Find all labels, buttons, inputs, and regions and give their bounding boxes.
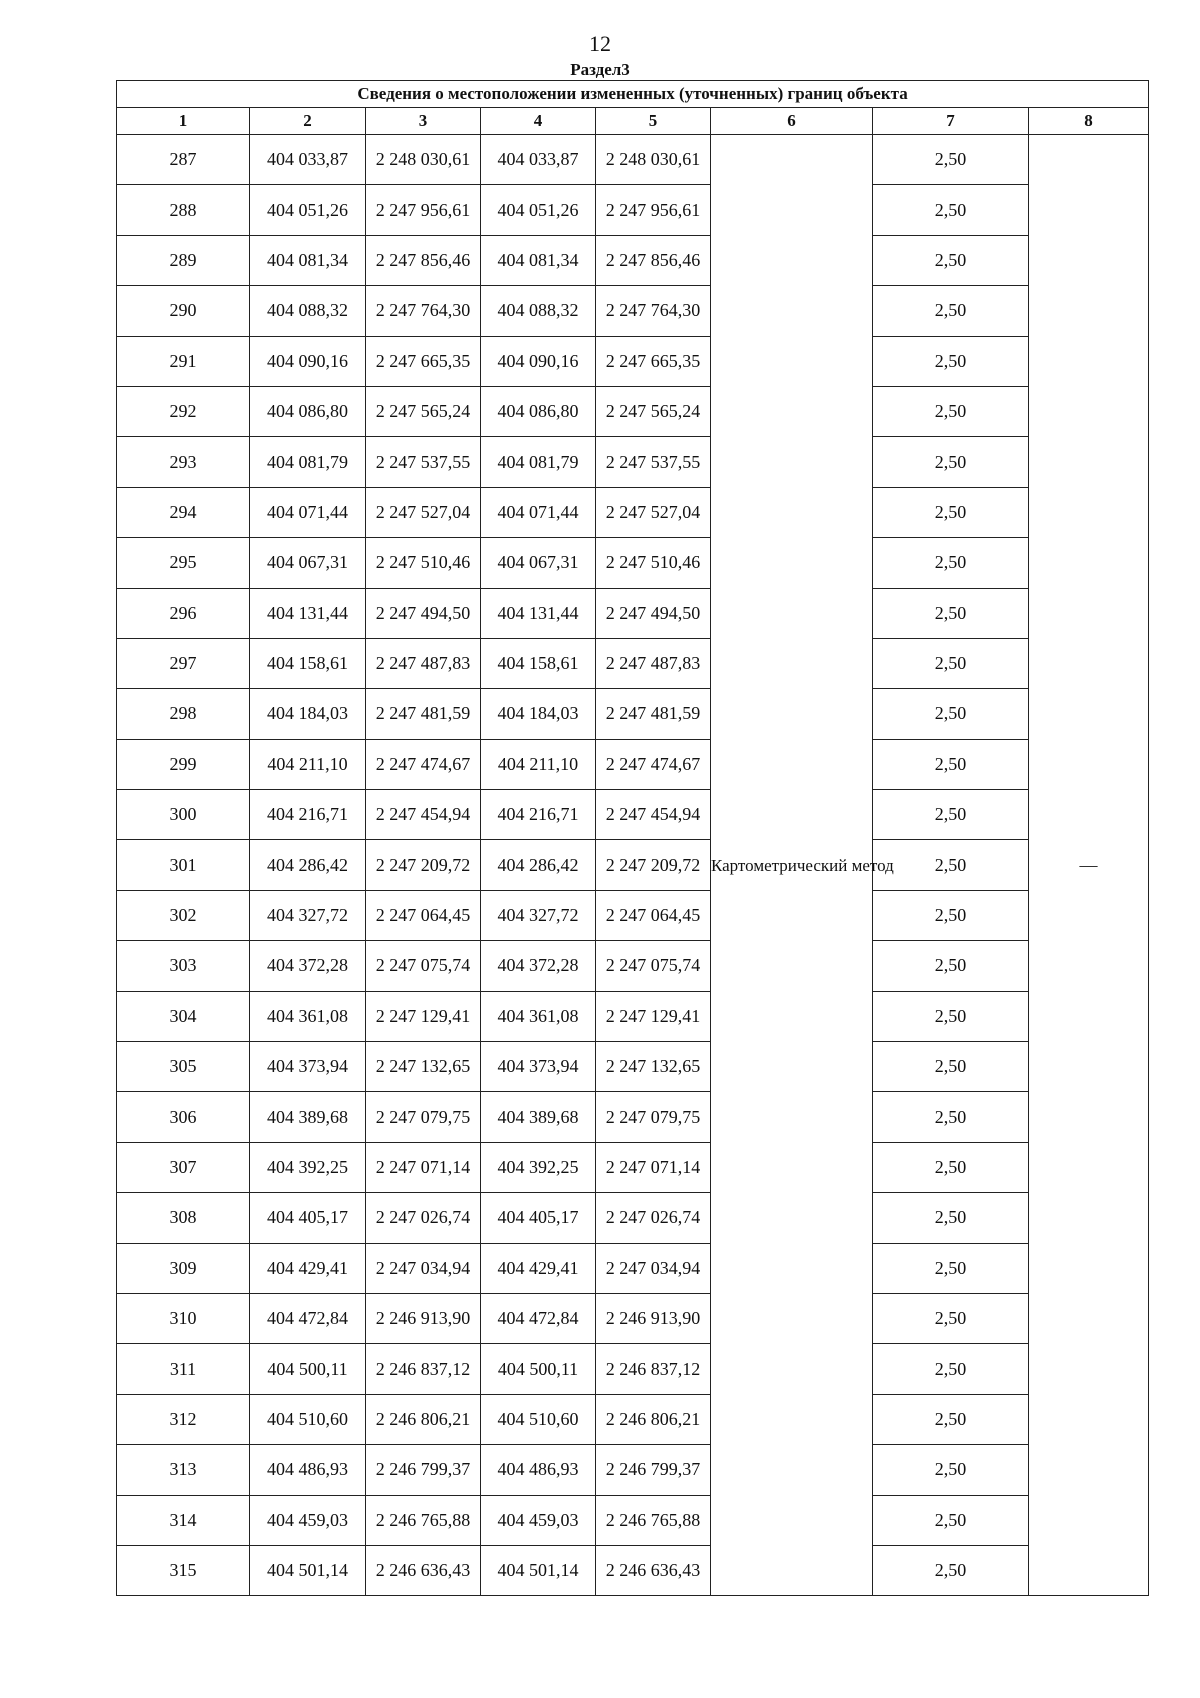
table-row	[117, 790, 1149, 840]
y-existing-cell: 2 247 474,67	[366, 739, 481, 789]
column-header: 6	[711, 108, 873, 135]
x-new-cell: 404 459,03	[481, 1495, 596, 1545]
table-row	[117, 185, 1149, 235]
accuracy-cell: 2,50	[873, 235, 1029, 285]
table-row	[117, 487, 1149, 537]
y-existing-cell: 2 247 565,24	[366, 386, 481, 436]
x-existing-cell: 404 500,11	[250, 1344, 366, 1394]
accuracy-cell: 2,50	[873, 991, 1029, 1041]
x-existing-cell: 404 486,93	[250, 1445, 366, 1495]
y-new-cell: 2 246 806,21	[596, 1394, 711, 1444]
x-new-cell: 404 472,84	[481, 1293, 596, 1343]
table-row	[117, 286, 1149, 336]
x-new-cell: 404 429,41	[481, 1243, 596, 1293]
x-new-cell: 404 158,61	[481, 638, 596, 688]
accuracy-cell: 2,50	[873, 1243, 1029, 1293]
point-number-cell: 301	[117, 840, 250, 890]
point-number-cell: 289	[117, 235, 250, 285]
accuracy-cell: 2,50	[873, 840, 1029, 890]
y-new-cell: 2 247 026,74	[596, 1193, 711, 1243]
x-new-cell: 404 081,79	[481, 437, 596, 487]
column-header: 3	[366, 108, 481, 135]
y-new-cell: 2 247 527,04	[596, 487, 711, 537]
table-row	[117, 1092, 1149, 1142]
y-existing-cell: 2 247 537,55	[366, 437, 481, 487]
y-new-cell: 2 247 487,83	[596, 638, 711, 688]
table-row	[117, 1495, 1149, 1545]
x-new-cell: 404 486,93	[481, 1445, 596, 1495]
x-new-cell: 404 405,17	[481, 1193, 596, 1243]
x-existing-cell: 404 327,72	[250, 890, 366, 940]
table-row	[117, 1042, 1149, 1092]
x-new-cell: 404 090,16	[481, 336, 596, 386]
x-existing-cell: 404 086,80	[250, 386, 366, 436]
y-existing-cell: 2 247 079,75	[366, 1092, 481, 1142]
x-existing-cell: 404 501,14	[250, 1545, 366, 1595]
x-existing-cell: 404 090,16	[250, 336, 366, 386]
x-new-cell: 404 216,71	[481, 790, 596, 840]
x-new-cell: 404 501,14	[481, 1545, 596, 1595]
page-number: 12	[589, 31, 611, 56]
y-new-cell: 2 247 209,72	[596, 840, 711, 890]
accuracy-cell: 2,50	[873, 336, 1029, 386]
point-number-cell: 309	[117, 1243, 250, 1293]
y-new-cell: 2 247 481,59	[596, 689, 711, 739]
x-existing-cell: 404 429,41	[250, 1243, 366, 1293]
column-header: 5	[596, 108, 711, 135]
table-row	[117, 235, 1149, 285]
table-caption: Сведения о местоположении измененных (уточненных) границ объекта	[117, 81, 1149, 108]
table-row	[117, 336, 1149, 386]
y-existing-cell: 2 247 034,94	[366, 1243, 481, 1293]
y-new-cell: 2 247 565,24	[596, 386, 711, 436]
y-new-cell: 2 246 765,88	[596, 1495, 711, 1545]
point-number-cell: 298	[117, 689, 250, 739]
y-new-cell: 2 247 956,61	[596, 185, 711, 235]
table-row	[117, 638, 1149, 688]
table-row	[117, 135, 1149, 185]
x-new-cell: 404 033,87	[481, 135, 596, 185]
y-new-cell: 2 247 856,46	[596, 235, 711, 285]
accuracy-cell: 2,50	[873, 941, 1029, 991]
x-existing-cell: 404 131,44	[250, 588, 366, 638]
x-existing-cell: 404 033,87	[250, 135, 366, 185]
x-new-cell: 404 051,26	[481, 185, 596, 235]
y-new-cell: 2 247 454,94	[596, 790, 711, 840]
y-new-cell: 2 247 510,46	[596, 538, 711, 588]
x-new-cell: 404 086,80	[481, 386, 596, 436]
table-row	[117, 739, 1149, 789]
y-existing-cell: 2 247 487,83	[366, 638, 481, 688]
x-new-cell: 404 088,32	[481, 286, 596, 336]
x-new-cell: 404 372,28	[481, 941, 596, 991]
x-new-cell: 404 392,25	[481, 1142, 596, 1192]
column-header: 4	[481, 108, 596, 135]
accuracy-cell: 2,50	[873, 588, 1029, 638]
accuracy-cell: 2,50	[873, 638, 1029, 688]
point-number-cell: 299	[117, 739, 250, 789]
y-existing-cell: 2 246 636,43	[366, 1545, 481, 1595]
x-existing-cell: 404 392,25	[250, 1142, 366, 1192]
y-new-cell: 2 247 132,65	[596, 1042, 711, 1092]
point-number-cell: 308	[117, 1193, 250, 1243]
y-existing-cell: 2 247 510,46	[366, 538, 481, 588]
x-existing-cell: 404 184,03	[250, 689, 366, 739]
y-existing-cell: 2 247 494,50	[366, 588, 481, 638]
accuracy-cell: 2,50	[873, 890, 1029, 940]
y-existing-cell: 2 247 665,35	[366, 336, 481, 386]
x-existing-cell: 404 211,10	[250, 739, 366, 789]
y-new-cell: 2 247 494,50	[596, 588, 711, 638]
column-header: 2	[250, 108, 366, 135]
y-existing-cell: 2 247 026,74	[366, 1193, 481, 1243]
x-existing-cell: 404 372,28	[250, 941, 366, 991]
method-cell: Картометрический метод	[711, 135, 873, 1596]
x-new-cell: 404 071,44	[481, 487, 596, 537]
point-number-cell: 300	[117, 790, 250, 840]
table-row	[117, 1243, 1149, 1293]
y-existing-cell: 2 247 856,46	[366, 235, 481, 285]
y-existing-cell: 2 247 454,94	[366, 790, 481, 840]
x-existing-cell: 404 158,61	[250, 638, 366, 688]
table-row	[117, 991, 1149, 1041]
x-new-cell: 404 389,68	[481, 1092, 596, 1142]
y-new-cell: 2 246 913,90	[596, 1293, 711, 1343]
table-row	[117, 1293, 1149, 1343]
x-existing-cell: 404 459,03	[250, 1495, 366, 1545]
point-number-cell: 296	[117, 588, 250, 638]
table-row	[117, 1545, 1149, 1595]
accuracy-cell: 2,50	[873, 386, 1029, 436]
y-existing-cell: 2 246 806,21	[366, 1394, 481, 1444]
point-number-cell: 306	[117, 1092, 250, 1142]
x-existing-cell: 404 081,34	[250, 235, 366, 285]
coordinates-table	[116, 80, 1149, 1596]
table-body	[117, 135, 1149, 1596]
y-new-cell: 2 247 764,30	[596, 286, 711, 336]
section-title: Раздел3	[570, 60, 630, 79]
accuracy-cell: 2,50	[873, 286, 1029, 336]
accuracy-cell: 2,50	[873, 1092, 1029, 1142]
x-new-cell: 404 067,31	[481, 538, 596, 588]
y-existing-cell: 2 247 209,72	[366, 840, 481, 890]
table-row	[117, 1394, 1149, 1444]
accuracy-cell: 2,50	[873, 437, 1029, 487]
accuracy-cell: 2,50	[873, 1445, 1029, 1495]
x-new-cell: 404 327,72	[481, 890, 596, 940]
x-new-cell: 404 286,42	[481, 840, 596, 890]
x-new-cell: 404 184,03	[481, 689, 596, 739]
note-cell: —	[1029, 135, 1149, 1596]
x-new-cell: 404 373,94	[481, 1042, 596, 1092]
table-row	[117, 941, 1149, 991]
table-row	[117, 1344, 1149, 1394]
accuracy-cell: 2,50	[873, 790, 1029, 840]
point-number-cell: 294	[117, 487, 250, 537]
y-existing-cell: 2 247 132,65	[366, 1042, 481, 1092]
point-number-cell: 315	[117, 1545, 250, 1595]
x-existing-cell: 404 472,84	[250, 1293, 366, 1343]
x-existing-cell: 404 067,31	[250, 538, 366, 588]
y-existing-cell: 2 247 064,45	[366, 890, 481, 940]
x-existing-cell: 404 081,79	[250, 437, 366, 487]
accuracy-cell: 2,50	[873, 1545, 1029, 1595]
point-number-cell: 295	[117, 538, 250, 588]
y-new-cell: 2 247 665,35	[596, 336, 711, 386]
table-row	[117, 1445, 1149, 1495]
y-existing-cell: 2 247 481,59	[366, 689, 481, 739]
accuracy-cell: 2,50	[873, 538, 1029, 588]
y-new-cell: 2 247 064,45	[596, 890, 711, 940]
x-existing-cell: 404 088,32	[250, 286, 366, 336]
y-existing-cell: 2 247 071,14	[366, 1142, 481, 1192]
point-number-cell: 290	[117, 286, 250, 336]
table-row	[117, 840, 1149, 890]
x-existing-cell: 404 405,17	[250, 1193, 366, 1243]
accuracy-cell: 2,50	[873, 487, 1029, 537]
column-header: 1	[117, 108, 250, 135]
y-new-cell: 2 247 079,75	[596, 1092, 711, 1142]
point-number-cell: 288	[117, 185, 250, 235]
x-existing-cell: 404 361,08	[250, 991, 366, 1041]
x-existing-cell: 404 389,68	[250, 1092, 366, 1142]
point-number-cell: 307	[117, 1142, 250, 1192]
table-row	[117, 588, 1149, 638]
y-existing-cell: 2 248 030,61	[366, 135, 481, 185]
accuracy-cell: 2,50	[873, 1495, 1029, 1545]
table-row	[117, 437, 1149, 487]
point-number-cell: 311	[117, 1344, 250, 1394]
point-number-cell: 303	[117, 941, 250, 991]
x-new-cell: 404 131,44	[481, 588, 596, 638]
table-row	[117, 689, 1149, 739]
accuracy-cell: 2,50	[873, 1142, 1029, 1192]
point-number-cell: 293	[117, 437, 250, 487]
y-new-cell: 2 246 799,37	[596, 1445, 711, 1495]
point-number-cell: 304	[117, 991, 250, 1041]
point-number-cell: 305	[117, 1042, 250, 1092]
x-existing-cell: 404 373,94	[250, 1042, 366, 1092]
table-row	[117, 890, 1149, 940]
table-row	[117, 386, 1149, 436]
x-new-cell: 404 361,08	[481, 991, 596, 1041]
y-existing-cell: 2 247 129,41	[366, 991, 481, 1041]
accuracy-cell: 2,50	[873, 689, 1029, 739]
accuracy-cell: 2,50	[873, 1193, 1029, 1243]
table-row	[117, 1142, 1149, 1192]
x-new-cell: 404 081,34	[481, 235, 596, 285]
point-number-cell: 287	[117, 135, 250, 185]
accuracy-cell: 2,50	[873, 739, 1029, 789]
x-new-cell: 404 211,10	[481, 739, 596, 789]
x-existing-cell: 404 216,71	[250, 790, 366, 840]
y-new-cell: 2 247 034,94	[596, 1243, 711, 1293]
y-new-cell: 2 247 071,14	[596, 1142, 711, 1192]
x-existing-cell: 404 286,42	[250, 840, 366, 890]
x-existing-cell: 404 051,26	[250, 185, 366, 235]
x-new-cell: 404 510,60	[481, 1394, 596, 1444]
y-new-cell: 2 247 537,55	[596, 437, 711, 487]
point-number-cell: 291	[117, 336, 250, 386]
accuracy-cell: 2,50	[873, 185, 1029, 235]
point-number-cell: 313	[117, 1445, 250, 1495]
y-existing-cell: 2 247 764,30	[366, 286, 481, 336]
point-number-cell: 302	[117, 890, 250, 940]
y-new-cell: 2 246 837,12	[596, 1344, 711, 1394]
accuracy-cell: 2,50	[873, 1344, 1029, 1394]
y-existing-cell: 2 247 956,61	[366, 185, 481, 235]
accuracy-cell: 2,50	[873, 135, 1029, 185]
point-number-cell: 312	[117, 1394, 250, 1444]
accuracy-cell: 2,50	[873, 1042, 1029, 1092]
column-header: 8	[1029, 108, 1149, 135]
y-existing-cell: 2 247 075,74	[366, 941, 481, 991]
y-existing-cell: 2 247 527,04	[366, 487, 481, 537]
y-new-cell: 2 247 474,67	[596, 739, 711, 789]
point-number-cell: 297	[117, 638, 250, 688]
column-header-row	[117, 108, 1149, 135]
accuracy-cell: 2,50	[873, 1293, 1029, 1343]
x-existing-cell: 404 071,44	[250, 487, 366, 537]
y-existing-cell: 2 246 799,37	[366, 1445, 481, 1495]
y-existing-cell: 2 246 765,88	[366, 1495, 481, 1545]
column-header: 7	[873, 108, 1029, 135]
point-number-cell: 310	[117, 1293, 250, 1343]
y-new-cell: 2 248 030,61	[596, 135, 711, 185]
point-number-cell: 314	[117, 1495, 250, 1545]
y-new-cell: 2 246 636,43	[596, 1545, 711, 1595]
table-row	[117, 1193, 1149, 1243]
x-existing-cell: 404 510,60	[250, 1394, 366, 1444]
y-new-cell: 2 247 129,41	[596, 991, 711, 1041]
table-row	[117, 538, 1149, 588]
y-new-cell: 2 247 075,74	[596, 941, 711, 991]
y-existing-cell: 2 246 837,12	[366, 1344, 481, 1394]
x-new-cell: 404 500,11	[481, 1344, 596, 1394]
accuracy-cell: 2,50	[873, 1394, 1029, 1444]
point-number-cell: 292	[117, 386, 250, 436]
y-existing-cell: 2 246 913,90	[366, 1293, 481, 1343]
